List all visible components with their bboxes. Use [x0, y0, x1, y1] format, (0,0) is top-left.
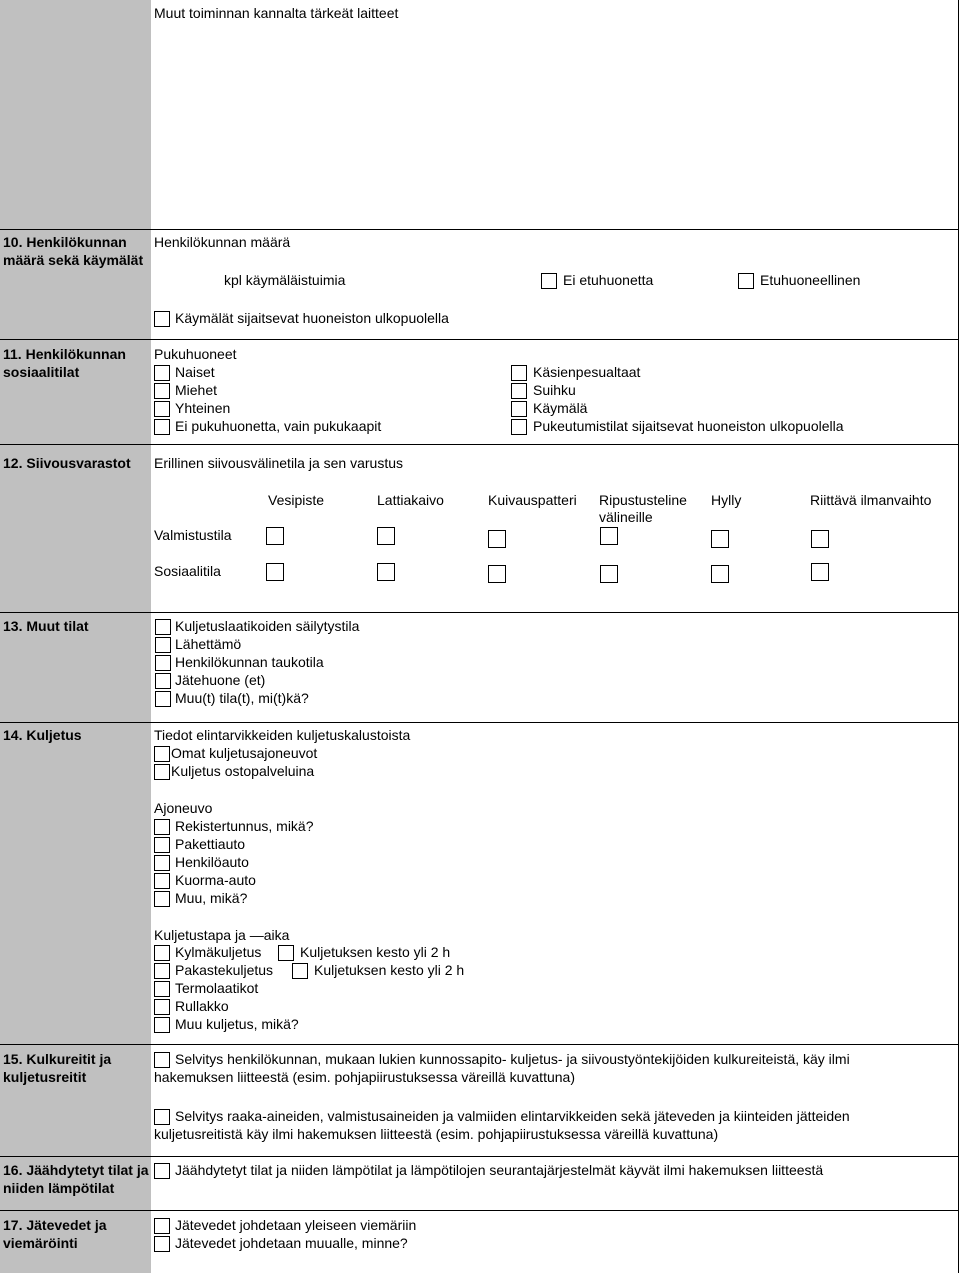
car-label: Henkilöauto [175, 854, 249, 870]
hand-sinks-label: Käsienpesualtaat [533, 364, 641, 380]
staff-routes-text-1: Selvitys henkilökunnan, mukaan lukien kunnossapito- kuljetus- ja siivoustyöntekijöiden kulkureiteistä, käy ilmi [175, 1051, 850, 1067]
section-12-title: 12. Siivousvarastot [3, 455, 131, 471]
row-divider [150, 444, 958, 445]
row-divider [150, 229, 958, 230]
section-17-title: 17. Jätevedet ja viemäröinti [3, 1217, 107, 1251]
anteroom-checkbox[interactable] [738, 273, 754, 289]
row-label-social-room: Sosiaalitila [154, 563, 221, 579]
own-vehicles-checkbox[interactable] [154, 746, 170, 762]
other-transport-label: Muu kuljetus, mikä? [175, 1016, 299, 1032]
toilet-label: Käymälä [533, 400, 588, 416]
prep-rack-checkbox[interactable] [600, 527, 618, 545]
social-drain-checkbox[interactable] [377, 563, 395, 581]
truck-checkbox[interactable] [154, 873, 170, 889]
public-sewer-checkbox[interactable] [154, 1218, 170, 1234]
col-header-water: Vesipiste [268, 492, 325, 508]
col-header-shelf: Hylly [711, 492, 742, 508]
cold-duration-checkbox[interactable] [278, 945, 294, 961]
prep-ventilation-checkbox[interactable] [811, 530, 829, 548]
roll-container-checkbox[interactable] [154, 999, 170, 1015]
staff-count-label: Henkilökunnan määrä [154, 234, 291, 250]
frozen-transport-label: Pakastekuljetus [175, 962, 274, 978]
shower-label: Suihku [533, 382, 576, 398]
transport-info-label: Tiedot elintarvikkeiden kuljetuskalustoista [154, 727, 411, 743]
toilets-outside-checkbox[interactable] [154, 311, 170, 327]
no-dressing-room-label: Ei pukuhuonetta, vain pukukaapit [175, 418, 382, 434]
roll-container-label: Rullakko [175, 998, 229, 1014]
row-divider [150, 339, 958, 340]
own-vehicles-label: Omat kuljetusajoneuvot [171, 745, 318, 761]
other-sewer-checkbox[interactable] [154, 1236, 170, 1252]
dispatch-room-checkbox[interactable] [155, 637, 171, 653]
break-room-label: Henkilökunnan taukotila [175, 654, 324, 670]
material-routes-text-2: kuljetusreitistä käy ilmi hakemuksen liitteestä (esim. pohjapiirustuksessa väreillä kuvattuna) [154, 1126, 719, 1142]
cold-transport-checkbox[interactable] [154, 945, 170, 961]
anteroom-label: Etuhuoneellinen [760, 272, 861, 288]
women-label: Naiset [175, 364, 215, 380]
social-radiator-checkbox[interactable] [488, 565, 506, 583]
shower-checkbox[interactable] [511, 383, 527, 399]
section-10-title: 10. Henkilökunnan määrä sekä käymälät [3, 234, 144, 268]
thermo-boxes-checkbox[interactable] [154, 981, 170, 997]
section-15-title: 15. Kulkureitit ja kuljetusreitit [3, 1051, 112, 1085]
row-divider [150, 612, 958, 613]
prep-shelf-checkbox[interactable] [711, 530, 729, 548]
frozen-transport-checkbox[interactable] [154, 963, 170, 979]
col-header-drying-radiator: Kuivauspatteri [488, 492, 577, 508]
social-rack-checkbox[interactable] [600, 565, 618, 583]
shared-checkbox[interactable] [154, 401, 170, 417]
col-header-hanging-rack: Ripustusteline välineille [599, 492, 687, 525]
outsourced-transport-label: Kuljetus ostopalveluina [171, 763, 315, 779]
other-rooms-checkbox[interactable] [155, 691, 171, 707]
men-checkbox[interactable] [154, 383, 170, 399]
other-sewer-label: Jätevedet johdetaan muualle, minne? [175, 1235, 408, 1251]
dispatch-room-label: Lähettämö [175, 636, 242, 652]
row-divider [150, 1156, 958, 1157]
col-header-ventilation: Riittävä ilmanvaihto [810, 492, 932, 508]
section-13-title: 13. Muut tilat [3, 618, 89, 634]
prep-drain-checkbox[interactable] [377, 527, 395, 545]
important-equipment-label: Muut toiminnan kannalta tärkeät laitteet [154, 5, 399, 21]
row-label-preparation-room: Valmistustila [154, 527, 232, 543]
registration-label: Rekistertunnus, mikä? [175, 818, 314, 834]
dressing-rooms-label: Pukuhuoneet [154, 346, 237, 362]
toilet-seat-count-label: kpl käymäläistuimia [224, 272, 346, 288]
public-sewer-label: Jätevedet johdetaan yleiseen viemäriin [175, 1217, 417, 1233]
truck-label: Kuorma-auto [175, 872, 256, 888]
dressing-outside-checkbox[interactable] [511, 419, 527, 435]
transport-method-label: Kuljetustapa ja —aika [154, 927, 290, 943]
staff-routes-text-2: hakemuksen liitteestä (esim. pohjapiirustuksessa väreillä kuvattuna) [154, 1069, 575, 1085]
staff-routes-checkbox[interactable] [154, 1052, 170, 1068]
toilet-checkbox[interactable] [511, 401, 527, 417]
social-ventilation-checkbox[interactable] [811, 563, 829, 581]
social-water-checkbox[interactable] [266, 563, 284, 581]
shared-label: Yhteinen [175, 400, 231, 416]
toilets-outside-label: Käymälät sijaitsevat huoneiston ulkopuolella [175, 310, 449, 326]
prep-radiator-checkbox[interactable] [488, 530, 506, 548]
social-shelf-checkbox[interactable] [711, 565, 729, 583]
outsourced-transport-checkbox[interactable] [154, 764, 170, 780]
frozen-duration-label: Kuljetuksen kesto yli 2 h [314, 962, 465, 978]
van-checkbox[interactable] [154, 837, 170, 853]
material-routes-checkbox[interactable] [154, 1109, 170, 1125]
no-dressing-room-checkbox[interactable] [154, 419, 170, 435]
transport-box-storage-label: Kuljetuslaatikoiden säilytystila [175, 618, 360, 634]
section-14-cell [0, 723, 151, 1045]
other-transport-checkbox[interactable] [154, 1017, 170, 1033]
section-11-title: 11. Henkilökunnan sosiaalitilat [3, 346, 126, 380]
no-anteroom-checkbox[interactable] [541, 273, 557, 289]
row-divider [150, 1210, 958, 1211]
car-checkbox[interactable] [154, 855, 170, 871]
other-vehicle-checkbox[interactable] [154, 891, 170, 907]
frozen-duration-checkbox[interactable] [292, 963, 308, 979]
break-room-checkbox[interactable] [155, 655, 171, 671]
dressing-outside-label: Pukeutumistilat sijaitsevat huoneiston ulkopuolella [533, 418, 844, 434]
men-label: Miehet [175, 382, 218, 398]
cooled-rooms-text: Jäähdytetyt tilat ja niiden lämpötilat ja lämpötilojen seurantajärjestelmät käyvät ilmi hakemuksen liitteestä [175, 1162, 824, 1178]
thermo-boxes-label: Termolaatikot [175, 980, 259, 996]
material-routes-text-1: Selvitys raaka-aineiden, valmistusaineiden ja valmiiden elintarvikkeiden sekä jäteveden ja kiinteiden jätteiden [175, 1108, 850, 1124]
prep-water-checkbox[interactable] [266, 527, 284, 545]
waste-room-checkbox[interactable] [155, 673, 171, 689]
section-16-title: 16. Jäähdytetyt tilat ja niiden lämpötilat [3, 1162, 149, 1196]
hand-sinks-checkbox[interactable] [511, 365, 527, 381]
waste-room-label: Jätehuone (et) [175, 672, 266, 688]
row-divider [150, 1044, 958, 1045]
cold-transport-label: Kylmäkuljetus [175, 944, 262, 960]
vehicle-label: Ajoneuvo [154, 800, 213, 816]
col-header-floor-drain: Lattiakaivo [377, 492, 444, 508]
top-gray-cell [0, 0, 151, 230]
section-14-title: 14. Kuljetus [3, 727, 82, 743]
van-label: Pakettiauto [175, 836, 246, 852]
row-divider [150, 722, 958, 723]
women-checkbox[interactable] [154, 365, 170, 381]
cooled-rooms-checkbox[interactable] [154, 1163, 170, 1179]
frame-right-line [958, 0, 959, 1273]
transport-box-storage-checkbox[interactable] [155, 619, 171, 635]
registration-checkbox[interactable] [154, 819, 170, 835]
cleaning-room-intro: Erillinen siivousvälinetila ja sen varustus [154, 455, 404, 471]
cold-duration-label: Kuljetuksen kesto yli 2 h [300, 944, 451, 960]
other-rooms-label: Muu(t) tila(t), mi(t)kä? [175, 690, 309, 706]
no-anteroom-label: Ei etuhuonetta [563, 272, 654, 288]
other-vehicle-label: Muu, mikä? [175, 890, 248, 906]
